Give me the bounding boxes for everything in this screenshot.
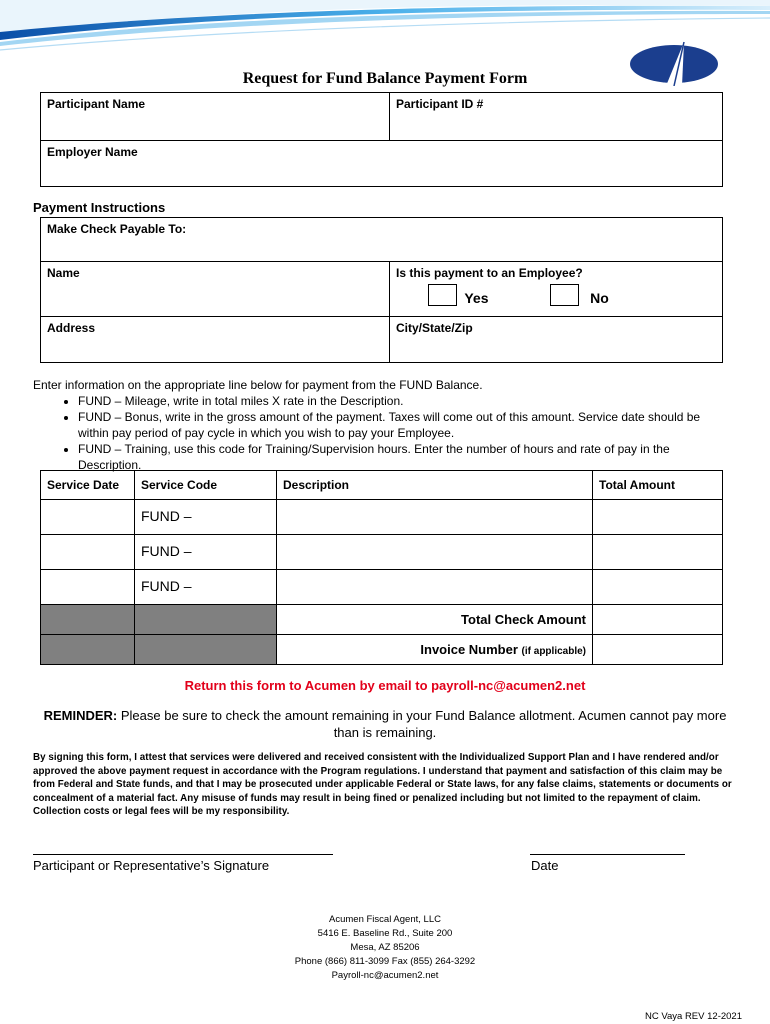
- amount-cell[interactable]: [593, 500, 723, 535]
- employer-name-field[interactable]: [41, 141, 723, 187]
- footer-city: Mesa, AZ 85206: [350, 942, 420, 953]
- service-date-cell[interactable]: [41, 535, 135, 570]
- payable-to-field[interactable]: [41, 218, 723, 262]
- participant-name-field[interactable]: [41, 93, 390, 141]
- city-state-zip-label: City/State/Zip: [396, 321, 473, 335]
- instructions: [33, 377, 733, 473]
- attestation-text: By signing this form, I attest that services were delivered and received consistent with the Individualized Support Plan and I have rendered and/or approved the above payment request in accordance with the Program regulations. I understand that payment and satisfaction of this claim may be from Federal and State funds, and that I may be prosecuted under applicable Federal or State laws, for any false claims, statements or documents or concealment of a material fact. Any misuse of funds may result in being fined or penalized including but not limited to the repayment of claim. Collection costs or legal fees will be my responsibility.: [33, 752, 732, 817]
- description-cell[interactable]: [277, 500, 593, 535]
- col-total-amount: Total Amount: [593, 471, 723, 500]
- payment-instructions-heading: Payment Instructions: [33, 200, 166, 215]
- shaded-cell: [41, 635, 135, 665]
- shaded-cell: [135, 605, 277, 635]
- signature-line[interactable]: [33, 854, 333, 855]
- description-cell[interactable]: [277, 570, 593, 605]
- service-date-cell[interactable]: [41, 500, 135, 535]
- instruction-bonus: • FUND – Bonus, write in the gross amount of the payment. Taxes will come out of this amount. Service date should be within pay period of pay cycle in which you wish to pay your Employee.: [78, 409, 733, 441]
- service-code-cell: FUND –: [135, 500, 277, 535]
- footer-address: [0, 913, 770, 983]
- total-check-amount-cell[interactable]: [593, 605, 723, 635]
- participant-id-label: Participant ID #: [396, 97, 484, 111]
- participant-box: [40, 92, 723, 187]
- col-service-date: Service Date: [41, 471, 135, 500]
- footer-phone: Phone (866) 811-3099 Fax (855) 264-3292: [294, 956, 476, 967]
- reminder-label: REMINDER:: [43, 708, 118, 723]
- employee-question: Is this payment to an Employee?: [396, 266, 583, 280]
- form-title: Request for Fund Balance Payment Form: [242, 70, 528, 87]
- table-row: [41, 500, 723, 535]
- reminder: [40, 707, 730, 741]
- service-date-cell[interactable]: [41, 570, 135, 605]
- total-check-amount-label: Total Check Amount: [277, 605, 593, 635]
- city-state-zip-field[interactable]: [390, 317, 723, 363]
- no-label: No: [590, 290, 609, 306]
- service-code-cell: FUND –: [135, 570, 277, 605]
- payee-name-label: Name: [47, 266, 80, 280]
- description-cell[interactable]: [277, 535, 593, 570]
- invoice-number-cell[interactable]: [593, 635, 723, 665]
- footer-company: Acumen Fiscal Agent, LLC: [329, 914, 441, 925]
- instructions-intro: Enter information on the appropriate line below for payment from the FUND Balance.: [33, 378, 483, 392]
- signature-label: Participant or Representative’s Signature: [33, 858, 270, 873]
- date-label: Date: [531, 858, 559, 873]
- address-label: Address: [47, 321, 96, 335]
- date-line[interactable]: [530, 854, 685, 855]
- yes-checkbox[interactable]: [428, 284, 457, 306]
- no-checkbox[interactable]: [550, 284, 579, 306]
- employer-name-label: Employer Name: [47, 145, 138, 159]
- reminder-text: Please be sure to check the amount remaining in your Fund Balance allotment. Acumen cannot pay more than is remaining.: [120, 708, 727, 740]
- invoice-number-label: Invoice Number: [420, 642, 518, 657]
- return-notice: Return this form to Acumen by email to payroll-nc@acumen2.net: [184, 678, 586, 693]
- shaded-cell: [41, 605, 135, 635]
- participant-name-label: Participant Name: [47, 97, 146, 111]
- table-row: [41, 535, 723, 570]
- payable-to-label: Make Check Payable To:: [47, 222, 187, 236]
- footer-street: 5416 E. Baseline Rd., Suite 200: [317, 928, 453, 939]
- yes-label: Yes: [464, 290, 489, 306]
- instruction-training: • FUND – Training, use this code for Training/Supervision hours. Enter the number of hours and rate of pay in the Description.: [78, 441, 733, 473]
- shaded-cell: [135, 635, 277, 665]
- address-field[interactable]: [41, 317, 390, 363]
- participant-id-field[interactable]: [390, 93, 723, 141]
- revision-label: NC Vaya REV 12-2021: [645, 1011, 742, 1022]
- payment-box: [40, 217, 723, 363]
- instruction-mileage: • FUND – Mileage, write in total miles X rate in the Description.: [78, 393, 733, 409]
- amount-cell[interactable]: [593, 570, 723, 605]
- service-table: [40, 470, 723, 665]
- payee-name-field[interactable]: [41, 262, 390, 317]
- service-code-cell: FUND –: [135, 535, 277, 570]
- invoice-note: (if applicable): [521, 646, 586, 657]
- col-description: Description: [277, 471, 593, 500]
- footer-email[interactable]: Payroll-nc@acumen2.net: [331, 970, 439, 981]
- amount-cell[interactable]: [593, 535, 723, 570]
- table-row: [41, 570, 723, 605]
- col-service-code: Service Code: [135, 471, 277, 500]
